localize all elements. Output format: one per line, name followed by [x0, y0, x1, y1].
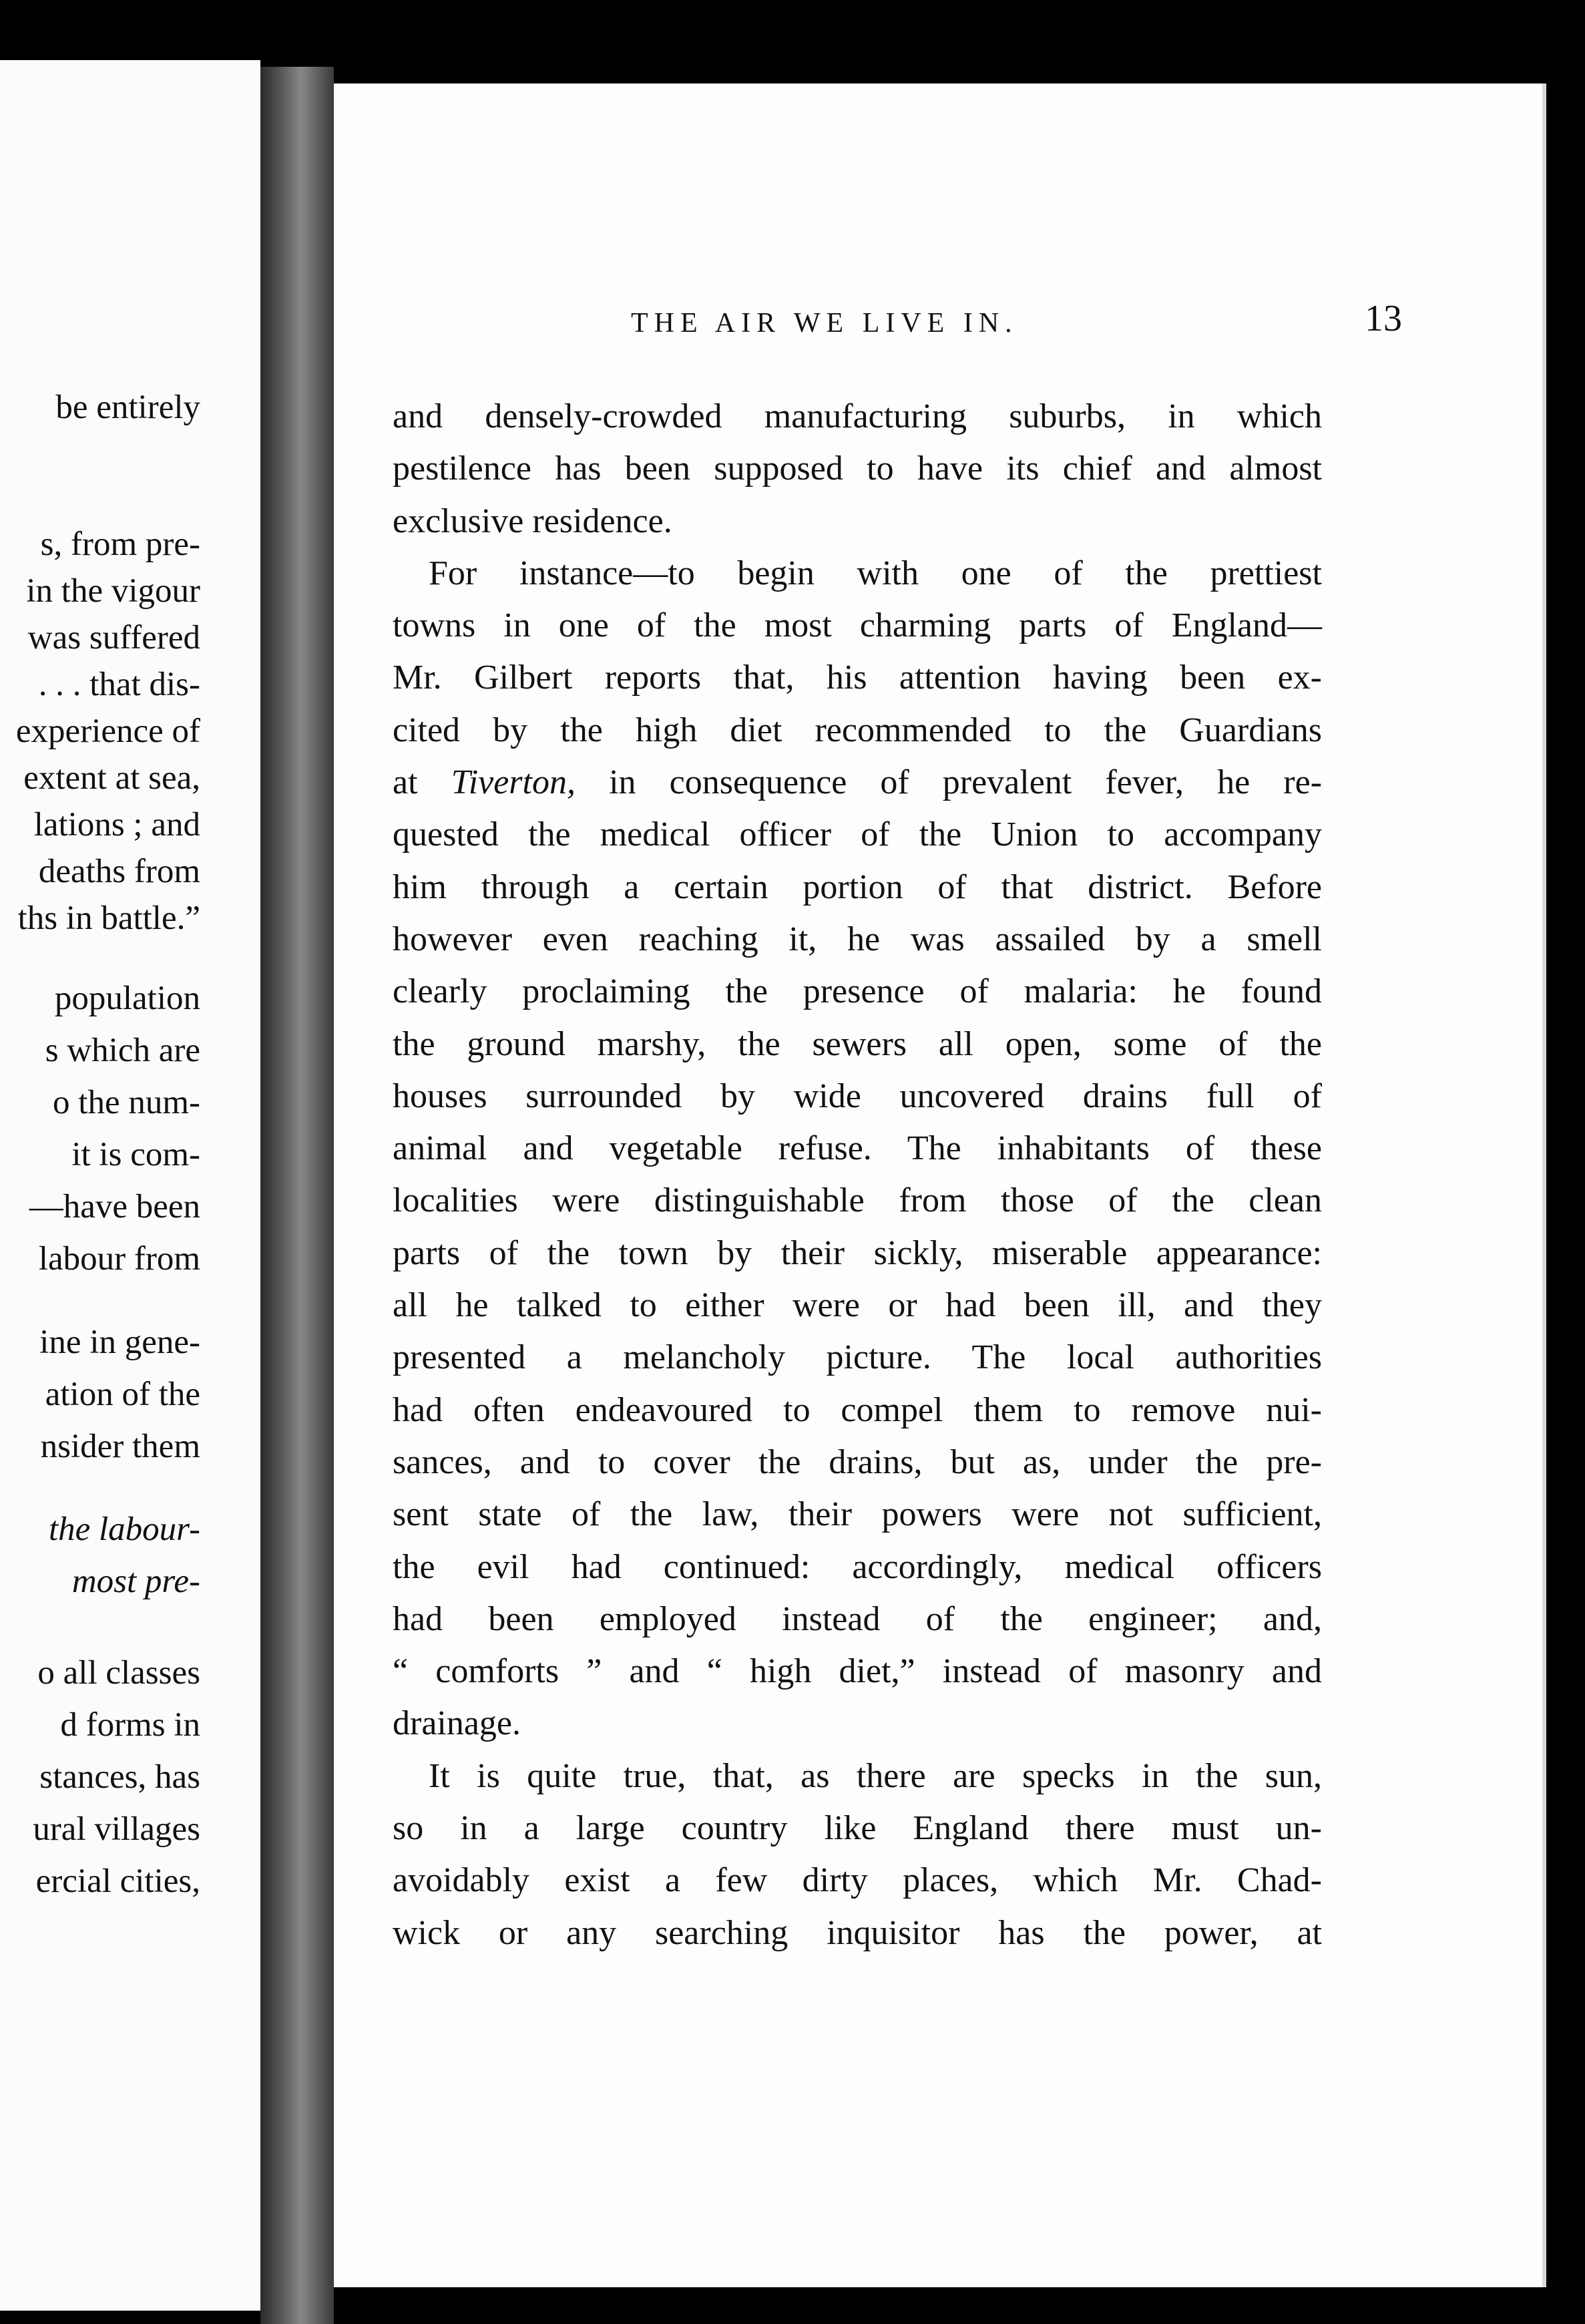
text-line: cited by the high diet recommended to the Guardians — [393, 711, 1322, 749]
left-page-line: d forms in — [60, 1706, 200, 1744]
left-page-line: labour from — [38, 1240, 200, 1278]
left-page-line: o all classes — [37, 1654, 200, 1692]
text-line: sances, and to cover the drains, but as, under the pre- — [393, 1442, 1322, 1481]
text-segment: in consequence of prevalent fever, he re- — [609, 763, 1323, 802]
text-line: drainage. — [393, 1704, 521, 1743]
text-line: quested the medical officer of the Union to accompany — [393, 815, 1322, 854]
text-line: and densely-crowded manufacturing suburbs, in which — [393, 397, 1322, 435]
left-page-line: extent at sea, — [23, 759, 200, 797]
left-page-line: ercial cities, — [35, 1863, 200, 1900]
text-line: towns in one of the most charming parts of England— — [393, 606, 1322, 645]
left-page-line: lations ; and — [33, 806, 200, 843]
left-page-line: was suffered — [27, 619, 200, 656]
text-line: the evil had continued: accordingly, medical officers — [393, 1547, 1322, 1586]
text-line: clearly proclaiming the presence of malaria: he found — [393, 972, 1322, 1011]
text-line — [393, 757, 1322, 809]
text-line: him through a certain portion of that district. Before — [393, 867, 1322, 906]
running-head: THE AIR WE LIVE IN. — [631, 308, 1018, 339]
left-page-line: s, from pre- — [40, 526, 200, 563]
page-body — [393, 391, 1322, 1959]
text-line: all he talked to either were or had been ill, and they — [393, 1286, 1322, 1325]
previous-page — [0, 60, 260, 2311]
left-page-line: —have been — [29, 1188, 200, 1225]
text-line: For instance—to begin with one of the prettiest — [429, 554, 1322, 592]
book-page — [334, 83, 1546, 2287]
left-page-line: s which are — [45, 1032, 200, 1069]
left-page-line: it is com- — [71, 1136, 200, 1173]
text-line: the ground marshy, the sewers all open, some of the — [393, 1024, 1322, 1063]
left-page-line: experience of — [15, 713, 200, 750]
left-page-line: ation of the — [45, 1376, 200, 1413]
left-page-line: o the num- — [53, 1084, 200, 1121]
text-line: exclusive residence. — [393, 502, 672, 540]
left-page-line: . . . that dis- — [38, 666, 200, 703]
text-line: however even reaching it, he was assailed by a smell — [393, 920, 1322, 958]
text-line: had often endeavoured to compel them to remove nui- — [393, 1390, 1322, 1429]
text-line: “ comforts ” and “ high diet,” instead of masonry and — [393, 1652, 1322, 1691]
text-line: had been employed instead of the engineer; and, — [393, 1599, 1322, 1638]
left-page-line: ural villages — [33, 1810, 200, 1848]
text-line: so in a large country like England there must un- — [393, 1809, 1322, 1848]
left-page-line: deaths from — [38, 853, 200, 890]
left-page-line: ine in gene- — [39, 1324, 200, 1361]
text-line: parts of the town by their sickly, miserable appearance: — [393, 1233, 1322, 1272]
left-page-line: be entirely — [55, 389, 200, 426]
page-number: 13 — [1365, 298, 1402, 339]
left-page-line: stances, has — [39, 1758, 200, 1796]
text-line: sent state of the law, their powers were not sufficient, — [393, 1495, 1322, 1534]
left-page-line: ths in battle.” — [17, 900, 200, 937]
text-line: houses surrounded by wide uncovered drains full of — [393, 1077, 1322, 1115]
text-line: avoidably exist a few dirty places, which Mr. Chad- — [393, 1861, 1322, 1900]
text-line: presented a melancholy picture. The local authorities — [393, 1338, 1322, 1377]
text-line: localities were distinguishable from those of the clean — [393, 1181, 1322, 1220]
text-line: wick or any searching inquisitor has the power, at — [393, 1913, 1322, 1952]
left-page-italic-text: the labour- — [48, 1511, 200, 1548]
left-page-line — [72, 1561, 200, 1601]
left-page-line — [49, 1509, 200, 1549]
text-line: Mr. Gilbert reports that, his attention having been ex- — [393, 658, 1322, 697]
left-page-line: nsider them — [40, 1428, 200, 1465]
book-gutter — [260, 67, 334, 2324]
left-page-line: in the vigour — [26, 572, 200, 610]
text-line: It is quite true, that, as there are specks in the sun, — [429, 1756, 1322, 1795]
italic-place-name: Tiverton, — [451, 763, 576, 802]
text-segment: at — [393, 763, 418, 802]
text-line: animal and vegetable refuse. The inhabitants of these — [393, 1129, 1322, 1168]
left-page-line: population — [54, 980, 200, 1017]
left-page-italic-text: most pre- — [71, 1563, 200, 1600]
text-line: pestilence has been supposed to have its chief and almost — [393, 449, 1322, 488]
